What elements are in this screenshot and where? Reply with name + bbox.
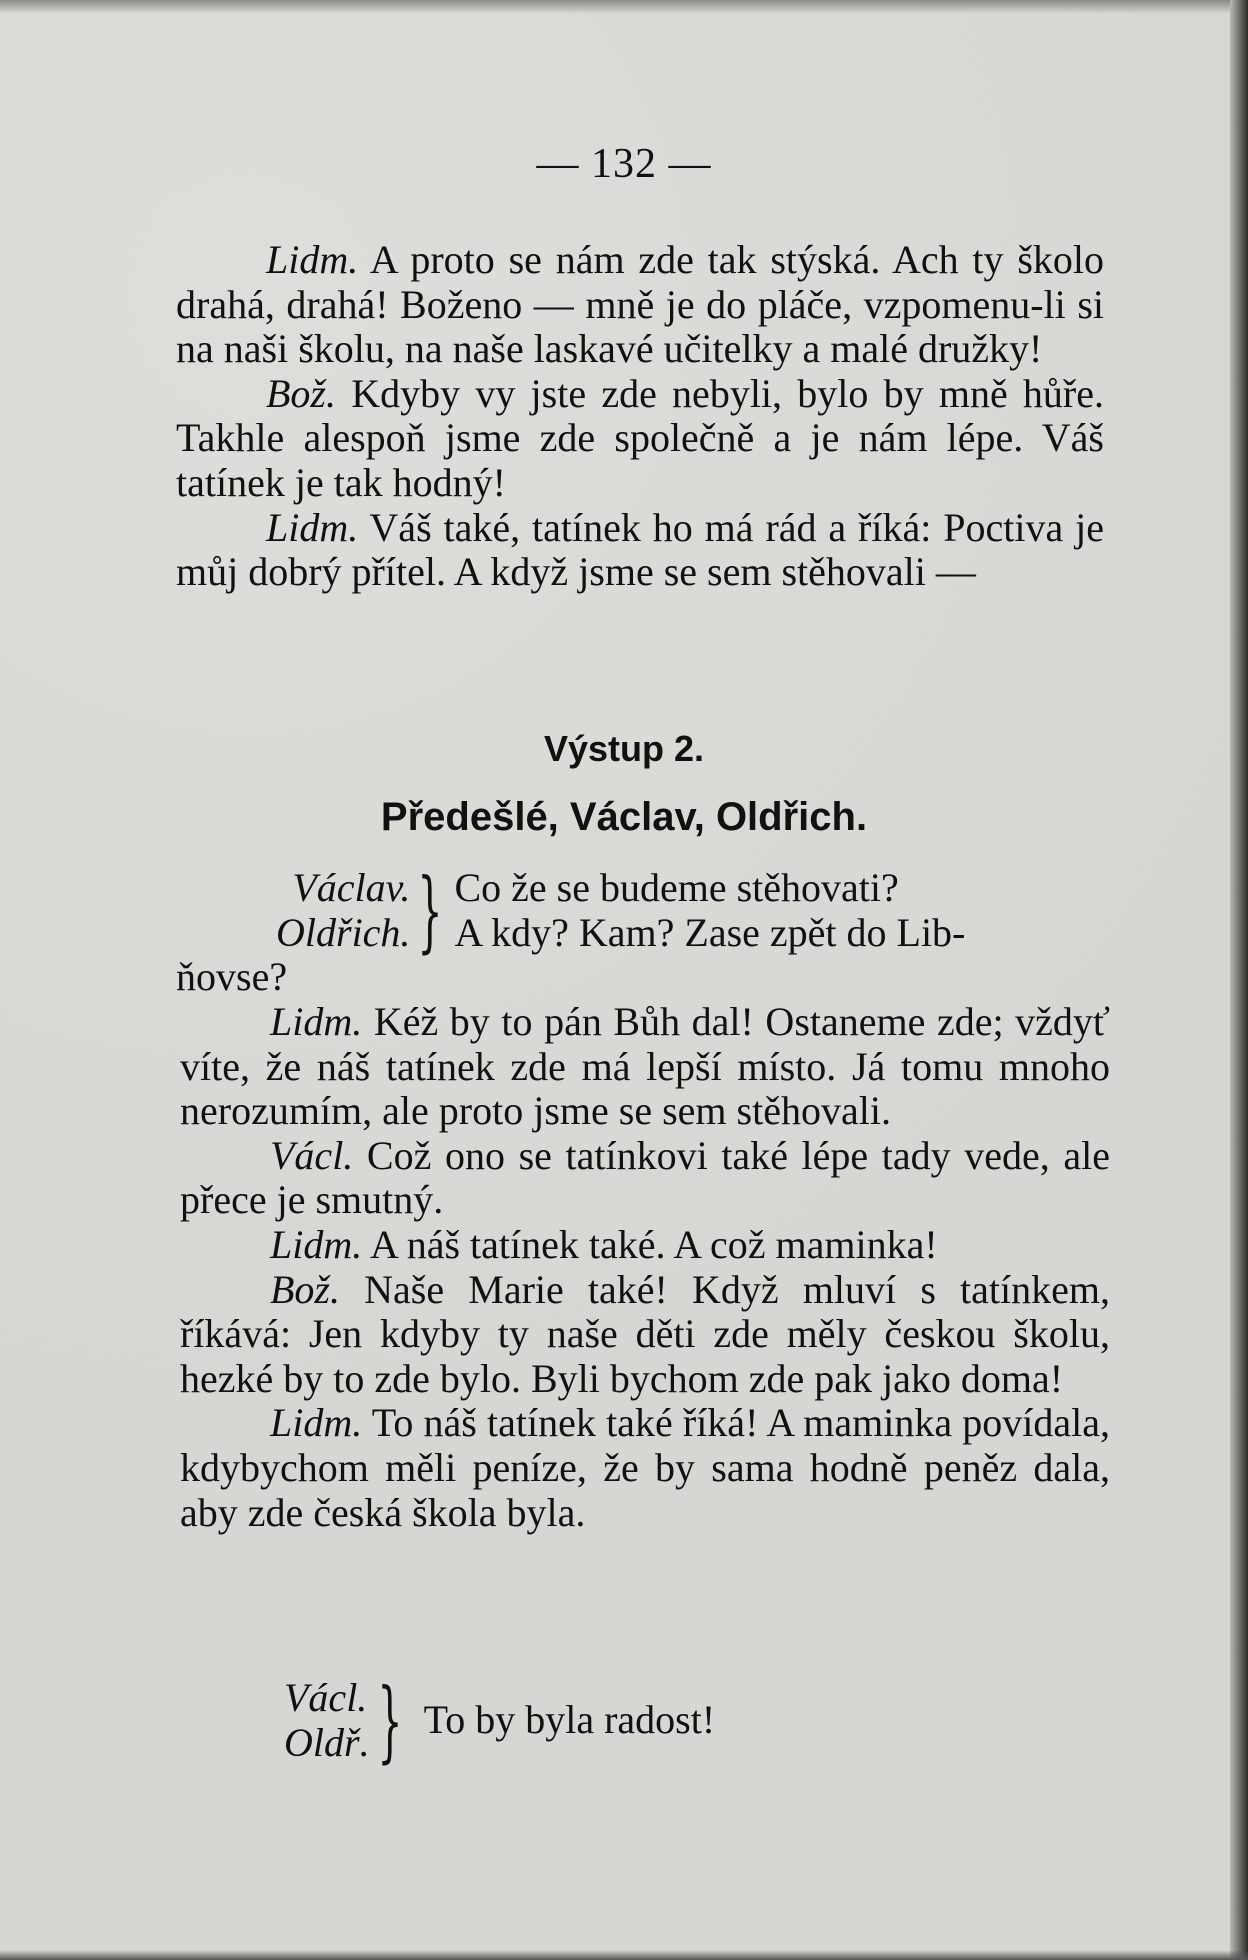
speech-continuation: ňovse?	[176, 954, 288, 1000]
dialogue-line	[180, 1401, 1110, 1535]
speaker-name: Václ.	[284, 1675, 368, 1720]
speaker-name: Lidm.	[270, 1221, 363, 1267]
speaker-name: Václav.	[292, 865, 411, 910]
dialogue-line	[176, 506, 1104, 595]
page-bottom-edge	[0, 1950, 1248, 1960]
dialogue-line	[176, 238, 1104, 372]
brace-mark: }	[417, 858, 444, 962]
speaker-name: Lidm.	[270, 1400, 363, 1446]
speech-text: Váš také, tatínek ho má rád a říká: Poctiva je můj dobrý přítel. A když jsme se sem stěhovali —	[176, 504, 1104, 595]
scene-title: Výstup 2.	[543, 728, 705, 769]
speaker-name: Václ.	[270, 1132, 354, 1178]
speaker-name: Bož.	[270, 1266, 340, 1312]
speaker-name: Oldř.	[284, 1719, 370, 1765]
speech-text: A proto se nám zde tak stýská. Ach ty školo drahá, drahá! Boženo — mně je do pláče, vzpomenu-li si na naši školu, na naše laskavé učitelky a malé družky!	[176, 237, 1104, 372]
speech-text: To náš tatínek také říká! A maminka povídala, kdybychom měli peníze, že by sama hodně peněz dala, aby zde česká škola byla.	[180, 1400, 1110, 1535]
dialogue-block-1	[176, 238, 1104, 595]
dialogue-block-2	[180, 1000, 1110, 1535]
speaker-name: Oldřich.	[276, 909, 411, 955]
speech-text: To by byla radost!	[423, 1697, 716, 1743]
speech-lines	[454, 866, 1104, 955]
dialogue-line	[180, 1268, 1110, 1402]
dialogue-line	[176, 372, 1104, 506]
speech-text: A náš tatínek také. A což maminka!	[362, 1221, 938, 1267]
speaker-name: Lidm.	[266, 504, 359, 550]
speech-text: Což ono se tatínkovi také lépe tady vede, ale přece je smutný.	[180, 1132, 1110, 1223]
dialogue-line	[180, 1223, 1110, 1268]
page-number: — 132 —	[536, 141, 712, 187]
dialogue-line	[180, 1000, 1110, 1134]
speaker-name: Lidm.	[270, 999, 363, 1044]
speech-text: Co že se budeme stěhovati?	[454, 865, 899, 910]
dialogue-duo-2	[180, 1668, 1108, 1772]
speaker-group	[276, 866, 410, 955]
joint-speech	[176, 858, 1104, 962]
speech-text: A kdy? Kam? Zase zpět do Lib-	[454, 909, 966, 955]
speaker-group	[284, 1676, 370, 1765]
speech-text: Kéž by to pán Bůh dal! Ostaneme zde; vždyť víte, že náš tatínek zde má lepší místo. Já tomu mnoho nerozumím, ale proto jsme se sem stěhovali.	[180, 999, 1110, 1134]
scene-characters: Předešlé, Václav, Oldřich.	[380, 795, 868, 839]
speaker-name: Bož.	[266, 370, 336, 416]
dialogue-duo-1	[176, 858, 1104, 1000]
speech-text: Naše Marie také! Když mluví s tatínkem, říkává: Jen kdyby ty naše děti zde měly českou školu, hezké by to zde bylo. Byli bychom zde pak jako doma!	[180, 1266, 1110, 1401]
brace-mark: }	[376, 1668, 403, 1772]
page-top-edge	[0, 0, 1248, 14]
speech-text: Kdyby vy jste zde nebyli, bylo by mně hůře. Takhle alespoň jsme zde společně a je nám lépe. Váš tatínek je tak hodný!	[176, 370, 1104, 505]
dialogue-line	[180, 1134, 1110, 1223]
page-right-edge	[1230, 0, 1248, 1960]
speaker-name: Lidm.	[266, 237, 359, 282]
joint-speech	[180, 1668, 1108, 1772]
